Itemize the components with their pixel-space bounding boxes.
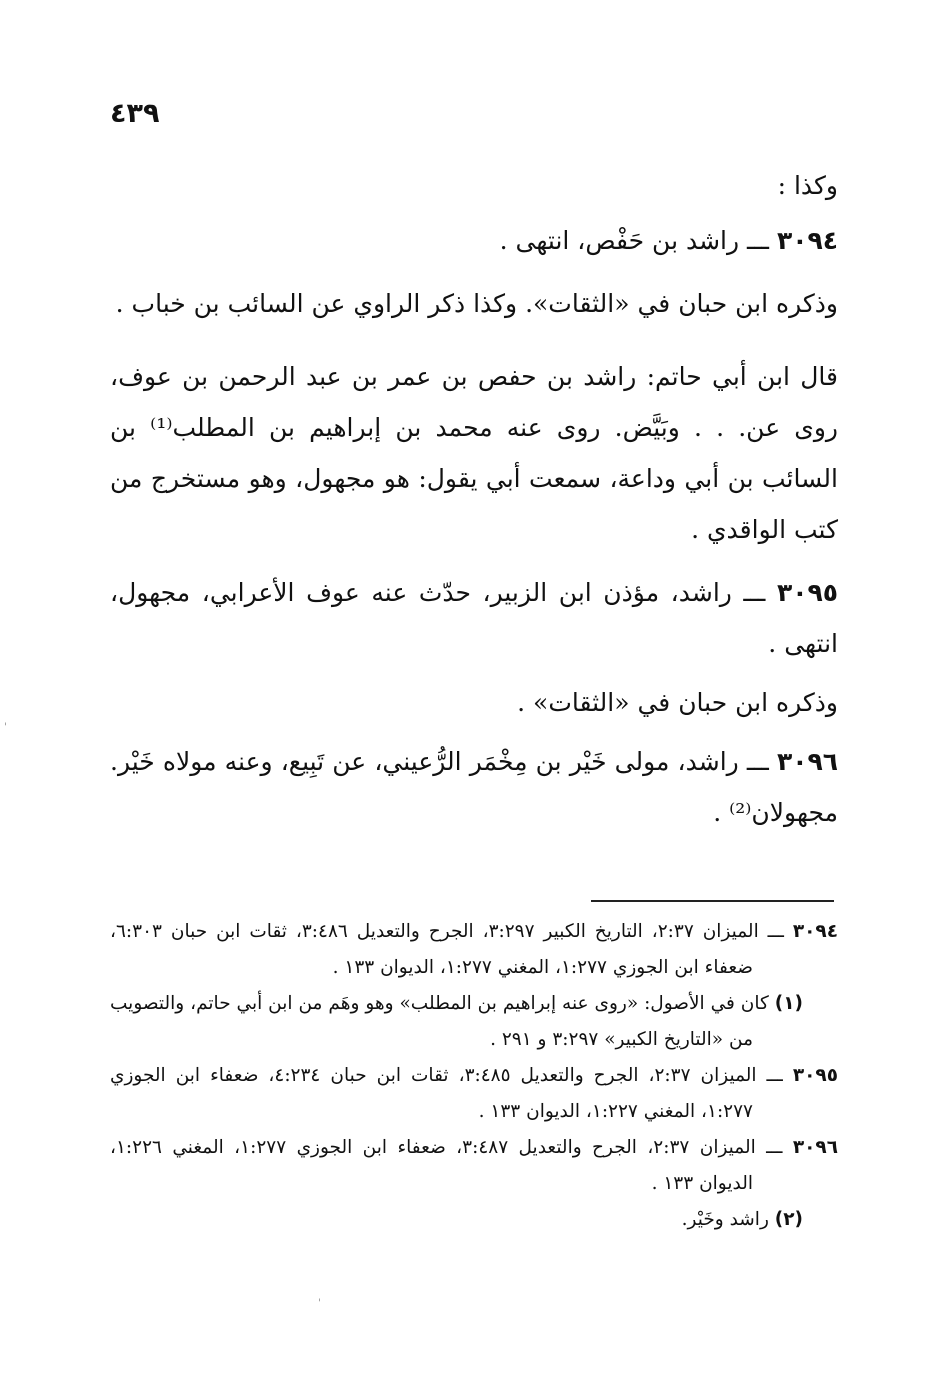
source-note-3095: [110, 1058, 838, 1130]
paragraph-ibn-hibban-1: وذكره ابن حبان في «الثقات». وكذا ذكر الراوي عن السائب بن خباب .: [115, 289, 838, 318]
entry-3095: [110, 567, 838, 669]
entry-3096: [110, 736, 838, 838]
footnote-divider: [591, 900, 834, 902]
footnote-number: (٢): [774, 1209, 803, 1230]
note-text: ـــ الميزان ٢:٣٧، التاريخ الكبير ٣:٢٩٧، الجرح والتعديل ٣:٤٨٦، ثقات ابن حبان ٦:٣٠٣، ضعفاء ابن الجوزي ١:٢٧٧، المغني ١:٢٧٧، الديوان ١٣٣ .: [110, 921, 793, 978]
entry-text: ـــ راشد بن حَفْص، انتهى .: [499, 226, 777, 255]
note-text: ـــ الميزان ٢:٣٧، الجرح والتعديل ٣:٤٨٧، ضعفاء ابن الجوزي ١:٢٧٧، المغني ١:٢٢٦، الديوان ١٣٣ .: [110, 1137, 793, 1194]
entry-3094: [110, 215, 838, 266]
source-note-3096: [110, 1130, 838, 1202]
note-text: ـــ الميزان ٢:٣٧، الجرح والتعديل ٣:٤٨٥، ثقات ابن حبان ٤:٢٣٤، ضعفاء ابن الجوزي ١:٢٧٧، المغني ١:٢٢٧، الديوان ١٣٣ .: [110, 1065, 793, 1122]
footnote-text: راشد وخَيْر.: [681, 1209, 775, 1230]
note-number: ٣٠٩٤: [792, 921, 839, 942]
paragraph-ibn-hibban-2: وذكره ابن حبان في «الثقات» .: [517, 688, 838, 717]
entry-number: ٣٠٩٦: [776, 747, 838, 776]
scan-mark: ': [318, 1298, 321, 1309]
entry-number: ٣٠٩٤: [776, 226, 838, 255]
source-note-3094: [110, 914, 838, 986]
entry-text: ـــ راشد، مولى خَيْر بن مِخْمَر الرُّعيني، عن تَبِيع، وعنه مولاه خَيْر. مجهولان⁽²⁾ .: [110, 747, 838, 827]
paragraph-ibn-abi-hatim: قال ابن أبي حاتم: راشد بن حفص بن عمر بن عبد الرحمن بن عوف، روى عن. . . وبَيَّض. روى عنه محمد بن إبراهيم بن المطلب⁽¹⁾ بن السائب بن أبي وداعة، سمعت أبي يقول: هو مجهول، وهو مستخرج من كتب الواقدي .: [110, 362, 839, 544]
footnote-1: [110, 986, 838, 1058]
main-text: [110, 160, 838, 838]
footnote-number: (١): [774, 993, 803, 1014]
page-number: ٤٣٩: [110, 98, 160, 129]
entry-number: ٣٠٩٥: [776, 578, 838, 607]
paragraph-intro: وكذا :: [777, 171, 838, 200]
footnote-2: [110, 1202, 838, 1238]
footnote-text: كان في الأصول: «روى عنه إبراهيم بن المطلب» وهو وهَم من ابن أبي حاتم، والتصويب من «التاريخ الكبير» ٣:٢٩٧ و ٢٩١ .: [110, 993, 775, 1050]
note-number: ٣٠٩٦: [792, 1137, 838, 1158]
footnotes: [110, 914, 838, 1238]
note-number: ٣٠٩٥: [792, 1065, 838, 1086]
entry-text: ـــ راشد، مؤذن ابن الزبير، حدّث عنه عوف الأعرابي، مجهول، انتهى .: [110, 578, 838, 658]
scan-mark: ': [4, 722, 7, 733]
